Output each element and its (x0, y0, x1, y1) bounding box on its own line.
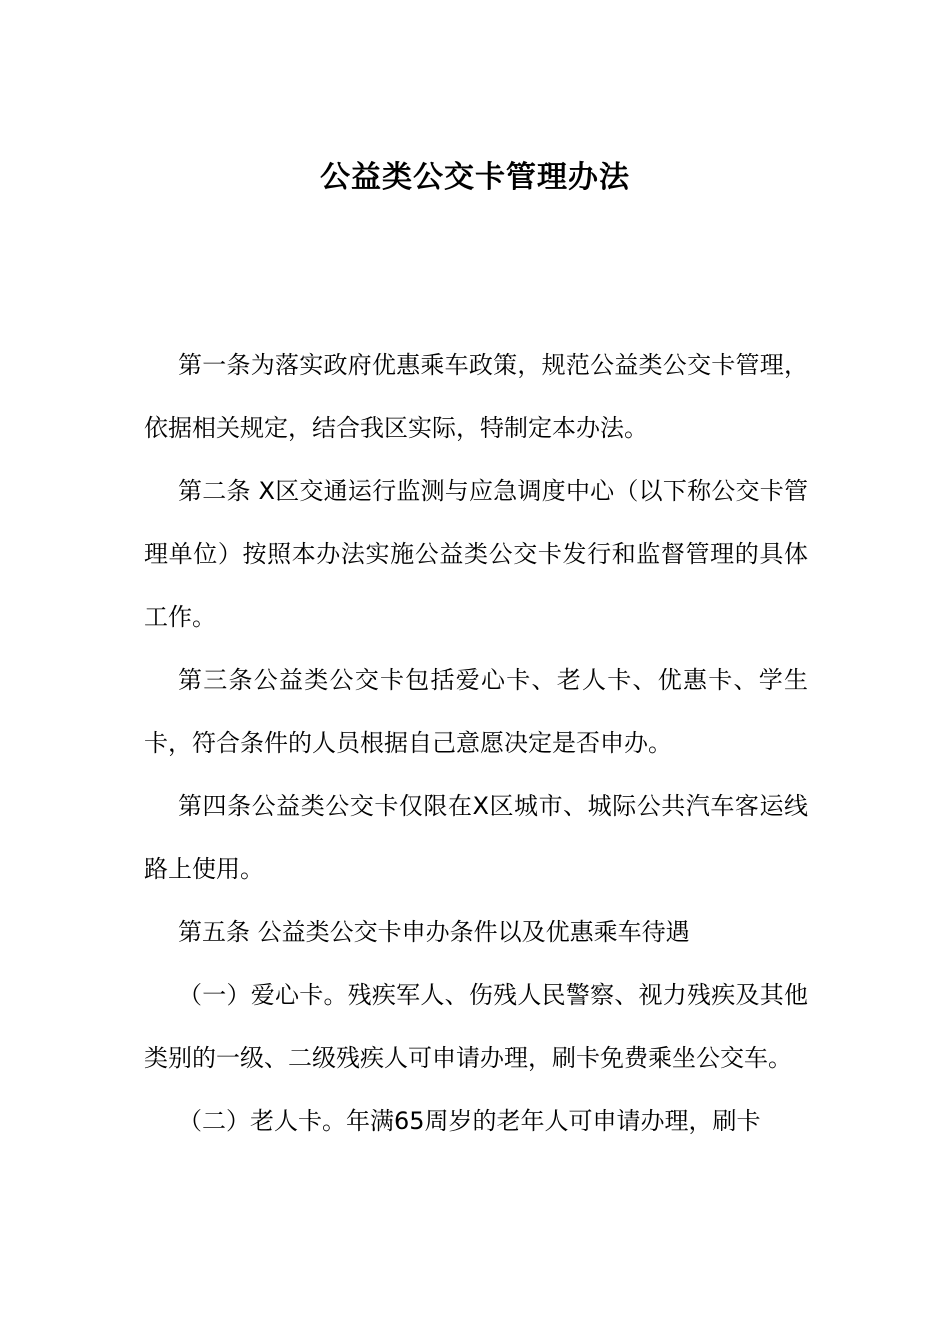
article-2-paragraph: 第二条 X区交通运行监测与应急调度中心（以下称公交卡管理单位）按照本办法实施公益类公交卡发行和监督管理的具体工作。 (144, 477, 808, 631)
article-3-paragraph: 第三条公益类公交卡包括爱心卡、老人卡、优惠卡、学生卡，符合条件的人员根据自己意愿决定是否申办。 (144, 666, 808, 757)
article-1-paragraph: 第一条为落实政府优惠乘车政策，规范公益类公交卡管理，依据相关规定，结合我区实际，特制定本办法。 (144, 351, 808, 442)
article-4-paragraph: 第四条公益类公交卡仅限在X区城市、城际公共汽车客运线路上使用。 (144, 792, 808, 883)
document-body (144, 334, 808, 1153)
article-5-heading: 第五条 公益类公交卡申办条件以及优惠乘车待遇 (178, 918, 690, 946)
document-title: 公益类公交卡管理办法 (320, 160, 630, 195)
senior-card-paragraph: （二）老人卡。年满65周岁的老年人可申请办理，刷卡 (178, 1107, 761, 1135)
love-card-paragraph: （一）爱心卡。残疾军人、伤残人民警察、视力残疾及其他类别的一级、二级残疾人可申请办理，刷卡免费乘坐公交车。 (144, 981, 808, 1072)
